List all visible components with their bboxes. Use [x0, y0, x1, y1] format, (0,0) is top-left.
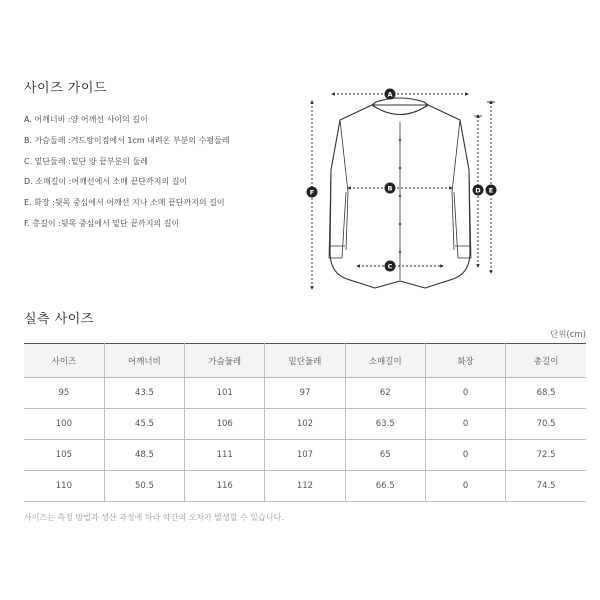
table-row: [24, 440, 586, 471]
svg-text:B: B: [387, 184, 393, 193]
cell-chest: 101: [185, 378, 265, 409]
cell-length: 70.5: [506, 409, 586, 440]
cell-reach: 0: [425, 440, 505, 471]
measure-markers: [307, 89, 497, 272]
table-row: [24, 409, 586, 440]
guide-item-b: B. 가슴둘레 :겨드랑이점에서 1cm 내려온 부분의 수평둘레: [24, 135, 230, 145]
size-guide-list: [24, 110, 230, 235]
size-table: [24, 343, 586, 502]
cell-shoulder: 48.5: [104, 440, 184, 471]
cell-hem: 112: [265, 471, 345, 502]
measurement-note: 사이즈는 측정 방법과 생산 과정에 따라 약간의 오차가 발생할 수 있습니다.: [24, 513, 284, 522]
cell-shoulder: 50.5: [104, 471, 184, 502]
marker-a: [385, 89, 396, 100]
table-row: [24, 471, 586, 502]
table-header-row: [24, 344, 586, 378]
cell-reach: 0: [425, 378, 505, 409]
marker-d: [473, 185, 484, 196]
marker-f: [307, 187, 318, 198]
guide-item-f: F. 총길이 :뒷목 중심에서 밑단 끝까지의 길이: [24, 218, 180, 228]
header-reach: 화장: [425, 344, 505, 378]
cell-size: 105: [24, 440, 104, 471]
unit-label: 단위(cm): [549, 330, 586, 340]
cell-size: 100: [24, 409, 104, 440]
cell-length: 68.5: [506, 378, 586, 409]
header-size: 사이즈: [24, 344, 104, 378]
guide-item-c: C. 밑단둘레 :밑단 양 끝부분의 둘레: [24, 156, 149, 166]
header-length: 총길이: [506, 344, 586, 378]
guide-item-d: D. 소매길이 :어깨선에서 소매 끝단까지의 길이: [24, 177, 188, 187]
marker-e: [486, 185, 497, 196]
cell-chest: 116: [185, 471, 265, 502]
cell-sleeve: 66.5: [345, 471, 425, 502]
header-sleeve: 소매길이: [345, 344, 425, 378]
cell-shoulder: 45.5: [104, 409, 184, 440]
cell-reach: 0: [425, 471, 505, 502]
cell-sleeve: 65: [345, 440, 425, 471]
cell-hem: 107: [265, 440, 345, 471]
header-chest: 가슴둘레: [185, 344, 265, 378]
size-guide-title: 사이즈 가이드: [24, 81, 107, 96]
measured-size-title: 실측 사이즈: [24, 312, 94, 327]
svg-text:D: D: [475, 186, 481, 195]
cell-length: 72.5: [506, 440, 586, 471]
cell-hem: 102: [265, 409, 345, 440]
cell-length: 74.5: [506, 471, 586, 502]
svg-text:E: E: [488, 186, 494, 195]
shirt-measurement-diagram: [300, 80, 510, 290]
svg-text:A: A: [387, 90, 393, 99]
cell-chest: 106: [185, 409, 265, 440]
guide-item-a: A. 어깨너비 :양 어깨선 사이의 길이: [24, 115, 148, 124]
cell-hem: 97: [265, 378, 345, 409]
marker-c: [385, 261, 396, 272]
cell-sleeve: 62: [345, 378, 425, 409]
svg-text:C: C: [387, 262, 393, 271]
cell-sleeve: 63.5: [345, 409, 425, 440]
table-row: [24, 378, 586, 409]
cell-size: 110: [24, 471, 104, 502]
cell-size: 95: [24, 378, 104, 409]
shirt-icon: [329, 98, 471, 288]
cell-chest: 111: [185, 440, 265, 471]
guide-item-e: E. 화장 :뒷목 중심에서 어깨선 지나 소매 끝단까지의 길이: [24, 198, 225, 208]
svg-text:F: F: [309, 188, 315, 197]
header-hem: 밑단둘레: [265, 344, 345, 378]
marker-b: [385, 183, 396, 194]
header-shoulder: 어깨너비: [104, 344, 184, 378]
cell-shoulder: 43.5: [104, 378, 184, 409]
cell-reach: 0: [425, 409, 505, 440]
